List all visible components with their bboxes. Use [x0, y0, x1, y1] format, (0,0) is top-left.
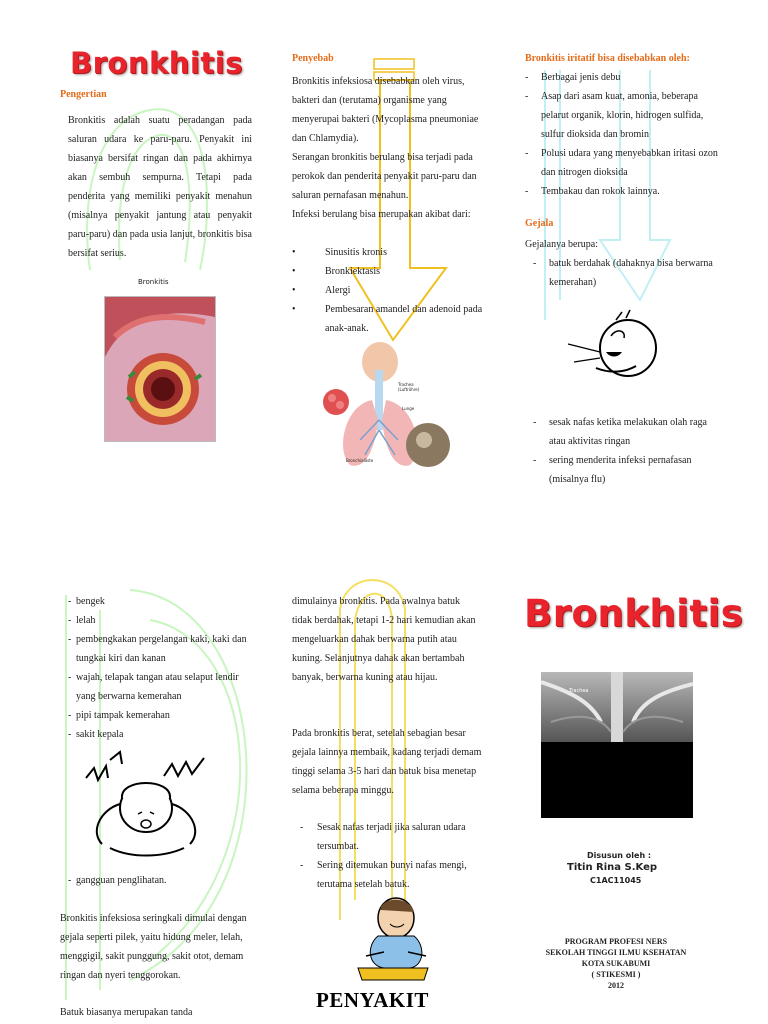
prepared-by-label: Disusun oleh :	[587, 851, 652, 860]
list-item: - Sesak nafas terjadi jika saluran udara tersumbat.	[300, 822, 466, 852]
list-item: - bengek	[68, 596, 105, 607]
bronkitis-image-caption: Bronkitis	[138, 278, 169, 286]
institution-line: 2012	[608, 981, 624, 990]
list-item: - sesak nafas ketika melakukan olah raga atau aktivitas ringan	[533, 417, 707, 447]
list-item: - lelah	[68, 615, 96, 626]
bullet-item: • Alergi	[292, 285, 351, 296]
bullet-item: • Pembesaran amandel dan adenoid pada anak-anak.	[292, 304, 483, 334]
lunge-label: Lunge	[402, 406, 415, 411]
sesak-list	[300, 818, 485, 894]
list-item: - Asap dari asam kuat, amonia, beberapa pelarut organik, klorin, hidrogen sulfida, sulfur dioksida dan bromin	[525, 91, 704, 140]
headache-illustration	[80, 748, 212, 860]
iritatif-list	[525, 68, 720, 201]
list-item: - sakit kepala	[68, 729, 124, 740]
list-item: - pipi tampak kemerahan	[68, 710, 170, 721]
bronchial-label: Bronchialäste	[346, 458, 374, 463]
infeksiosa-paragraph: Bronkitis infeksiosa seringkali dimulai dengan gejala seperti pilek, yaitu hidung meler, lelah, menggigil, sakit punggung, sakit otot, demam ringan dan nyeri tenggorokan.	[60, 913, 247, 981]
symptom-list	[68, 592, 253, 744]
bullet-item: • Sinusitis kronis	[292, 247, 387, 258]
gejala-intro: Gejalanya berupa:	[525, 239, 599, 250]
lungs-icon	[320, 340, 452, 478]
trachea-label: Trachea (Luftröhre)	[398, 382, 420, 392]
gejala-list-1	[533, 254, 713, 292]
pengertian-heading: Pengertian	[60, 89, 107, 100]
pengertian-paragraph: Bronkitis adalah suatu peradangan pada saluran udara ke paru-paru. Penyakit ini biasanya bersifat ringan dan pada akhirnya akan sembuh sempurna. Tetapi pada penderita yang memiliki penyakit menahun (misalnya penyakit jantung atau penyakit paru-paru) dan pada usia lanjut, bronkitis bisa bersifat serius.	[68, 115, 252, 259]
penyebab-bullets	[292, 243, 484, 338]
progression-paragraph-2: Pada bronkitis berat, setelah sebagian besar gejala lainnya membaik, kadang terjadi demam tinggi selama 3-5 hari dan batuk bisa menetap selama beberapa minggu.	[292, 728, 482, 796]
list-item: - Sering ditemukan bunyi nafas mengi, terutama setelah batuk.	[300, 860, 467, 890]
list-item: - gangguan penglihatan.	[68, 875, 167, 886]
sick-child-illustration	[350, 896, 434, 982]
list-item: - Polusi udara yang menyebabkan iritasi ozon dan nitrogen dioksida	[525, 148, 718, 178]
list-item: - batuk berdahak (dahaknya bisa berwarna kemerahan)	[533, 258, 713, 288]
penyebab-heading: Penyebab	[292, 53, 334, 64]
institution-block	[520, 936, 712, 991]
list-item: - Berbagai jenis debu	[525, 72, 621, 83]
list-item: - pembengkakan pergelangan kaki, kaki dan tungkai kiri dan kanan	[68, 634, 247, 664]
panel6-title: Bronkhitis	[524, 592, 744, 635]
bullet-item: • Bronkiektasis	[292, 266, 380, 277]
gejala-list-2	[533, 413, 718, 489]
bronchus-illustration	[104, 296, 216, 442]
gejala-heading: Gejala	[525, 218, 554, 229]
list-item: - Tembakau dan rokok lainnya.	[525, 186, 660, 197]
xray-trachea-label: Trachea	[569, 688, 589, 694]
iritatif-heading: Bronkitis iritatif bisa disebabkan oleh:	[525, 53, 690, 64]
headache-person-icon	[80, 748, 212, 860]
list-item: - sering menderita infeksi pernafasan (misalnya flu)	[533, 455, 692, 485]
author-id: C1AC11045	[590, 876, 642, 885]
panel1-title: Bronkhitis	[70, 46, 243, 80]
penyebab-line-1: Bronkitis infeksiosa disebabkan oleh virus, bakteri dan (terutama) organisme yang menyerupai bakteri (Mycoplasma pneumoniae dan Chlamydia).	[292, 76, 479, 144]
institution-line: PROGRAM PROFESI NERS	[564, 937, 668, 946]
last-line: Batuk biasanya merupakan tanda	[60, 1007, 193, 1018]
sick-child-icon	[350, 896, 434, 982]
coughing-face-icon	[566, 308, 660, 396]
xray-icon	[541, 672, 693, 742]
penyakit-heading: PENYAKIT	[316, 988, 429, 1012]
lung-anatomy-illustration	[320, 340, 452, 478]
bronchus-cross-section-icon	[105, 297, 215, 441]
penyebab-line-2: Serangan bronkitis berulang bisa terjadi pada perokok dan penderita penyakit paru-paru dan saluran pernafasan menahun.	[292, 152, 477, 201]
author-name: Titin Rina S.Kep	[567, 862, 658, 873]
institution-line: ( STIKESMI )	[591, 970, 641, 979]
symptom-list-continued	[68, 871, 253, 890]
progression-paragraph-1: dimulainya bronkitis. Pada awalnya batuk tidak berdahak, tetapi 1-2 hari kemudian akan mengeluarkan dahak berwarna putih atau kuning. Selanjutnya dahak akan bertambah banyak, berwarna kuning atau hijau.	[292, 596, 476, 683]
institution-line: KOTA SUKABUMI	[581, 959, 651, 968]
penyebab-text	[292, 72, 484, 224]
list-item: - wajah, telapak tangan atau selaput lendir yang berwarna kemerahan	[68, 672, 239, 702]
coughing-person-illustration	[566, 308, 660, 396]
penyebab-line-3: Infeksi berulang bisa merupakan akibat dari:	[292, 209, 471, 220]
chest-xray-image	[541, 672, 693, 818]
institution-line: SEKOLAH TINGGI ILMU KSEHATAN	[545, 948, 687, 957]
